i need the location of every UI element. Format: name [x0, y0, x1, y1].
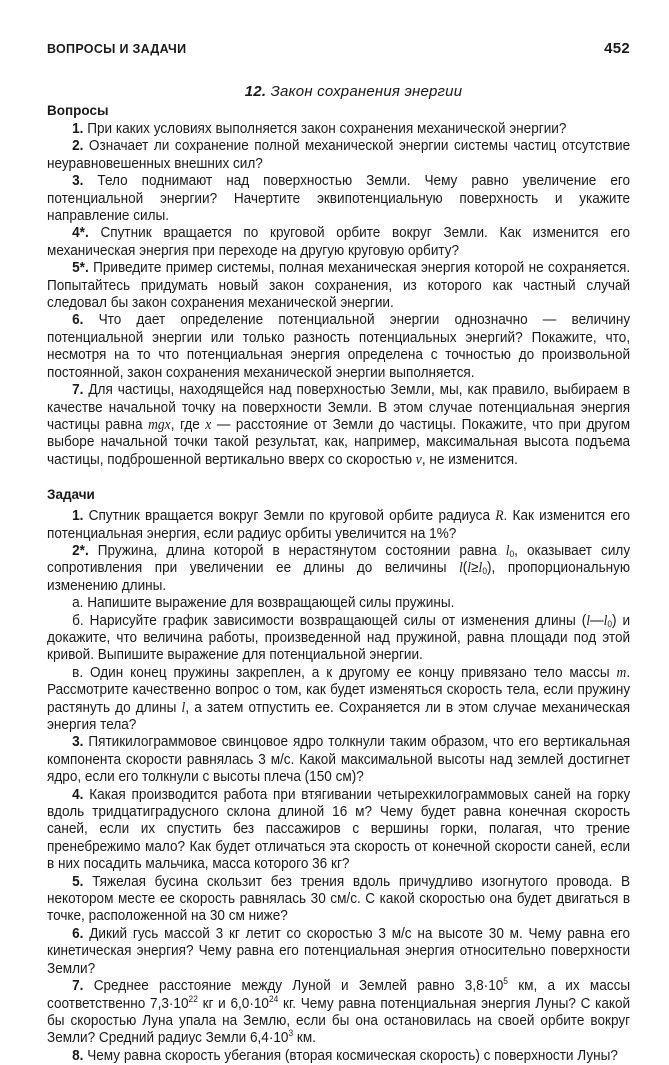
question-item: 2. Означает ли сохранение полной механической энергии системы частиц отсутствие неуравновешенных внешних сил? [47, 138, 631, 172]
question-item: 7. Для частицы, находящейся над поверхностью Земли, мы, как правило, выбираем в качестве начальной точку на поверхности Земли. В этом случае потенциальная энергия частицы равна mgx, где x — расстояние от Земли до частицы. Покажите, что при другом выборе начальной точки такой результат, как, например, максимальная высота подъема частицы, подброшенной вертикально вверх со скоростью v, не изменится. [47, 382, 631, 468]
questions-heading: Вопросы [47, 103, 109, 118]
running-title: ВОПРОСЫ И ЗАДАЧИ [47, 42, 187, 56]
formula-mgx: mgx [148, 416, 171, 433]
variable-v: v [415, 451, 422, 468]
page-number: 452 [604, 40, 630, 57]
task-item: 2*. Пружина, длина которой в нерастянутом состоянии равна $l_0$, оказывает силу сопротивления при увеличении ее длины до величины $l(l\ge l_0)$, пропорциональную изменению длины. [47, 542, 631, 594]
task-subitem: в. Один конец пружины закреплен, а к другому ее концу привязано тело массы m. Рассмотрите качественно вопрос о том, как будет изменяться скорость тела, если пружину растянуть до длины l, а затем отпустить ее. Сохраняется ли в этом случае механическая энергия тела? [47, 664, 631, 733]
question-item: 3. Тело поднимают над поверхностью Земли. Чему равно увеличение его потенциальной энергии? Начертите эквипотенциальную поверхность и укажите направление силы. [47, 173, 631, 225]
variable-R: R [495, 508, 504, 525]
task-subitem: б. Нарисуйте график зависимости возвращающей силы от изменения длины $(l—l_0)$ и докажите, что величина работы, произведенной над пружиной, равна площади под этой кривой. Выпишите выражение для потенциальной энергии. [47, 612, 631, 664]
task-item: 8. Чему равна скорость убегания (вторая космическая скорость) с поверхности Луны? [72, 1047, 618, 1064]
book-page [47, 40, 630, 1065]
task-item: 4. Какая производится работа при втягивании четырехкилограммовых саней на горку вдоль тридцатиградусного склона длиной 16 м? Чему будет равна конечная скорость саней, если их спустить без пассажиров с вершины горки, полагая, что трение пренебрежимо мало? Как будет отличаться эта скорость от конечной скорости саней, если в них посадить мальчика, масса которого 36 кг? [47, 786, 631, 873]
question-item: 5*. Приведите пример системы, полная механическая энергия которой не сохраняется. Попытайтесь придумать новый закон сохранения, из которого как частный случай следовал бы закон сохранения механической энергии. [47, 260, 631, 312]
section-title-text: Закон сохранения энергии [270, 83, 463, 100]
task-item: 3. Пятикилограммовое свинцовое ядро толкнули таким образом, что его вертикальная компонента скорости равнялась 3 м/с. Какой максимальной высоты над землей достигнет ядро, если его толкнули с высоты плеча (150 см)? [47, 734, 631, 786]
question-item: 6. Что дает определение потенциальной энергии однозначно — величину потенциальной энергии или только разность потенциальных энергий? Покажите, что, несмотря на то что потенциальная энергия определена с точностью до произвольной постоянной, закон сохранения механической энергии выполняется. [47, 312, 631, 381]
variable-x: x [205, 416, 212, 433]
task-item: 6. Дикий гусь массой 3 кг летит со скоростью 3 м/с на высоте 30 м. Чему равна его кинетическая энергия? Чему равна его потенциальная энергия относительно поверхности Земли? [47, 925, 631, 977]
question-item: 4*. Спутник вращается по круговой орбите вокруг Земли. Как изменится его механическая энергия при переходе на другую круговую орбиту? [47, 225, 631, 259]
task-item: 7. Среднее расстояние между Луной и Землей равно $3,8\cdot 10^5$ км, а их массы соответственно $7,3\cdot 10^{22}$ кг и $6,0\cdot 10^{24}$ кг. Чему равна потенциальная энергия Луны? С какой бы скоростью Луна упала на Землю, если бы она остановилась на своей орбите вокруг Земли? Средний радиус Земли $6,4\cdot 10^3$ км. [47, 976, 631, 1047]
task-subitem: а. Напишите выражение для возвращающей силы пружины. [72, 595, 455, 612]
running-head [47, 40, 630, 60]
section-title [77, 83, 630, 100]
task-item: 5. Тяжелая бусина скользит без трения вдоль причудливо изогнутого провода. В некотором месте ее скорость равнялась 30 см/с. С какой скоростью она будет двигаться в точке, расположенной на 30 см ниже? [47, 873, 631, 925]
tasks-heading: Задачи [47, 487, 95, 503]
section-number: 12. [244, 83, 267, 100]
task-item: 1. Спутник вращается вокруг Земли по круговой орбите радиуса R. Как изменится его потенциальная энергия, если радиус орбиты увеличится на 1%? [47, 508, 631, 542]
question-item: 1. При каких условиях выполняется закон сохранения механической энергии? [72, 121, 567, 137]
